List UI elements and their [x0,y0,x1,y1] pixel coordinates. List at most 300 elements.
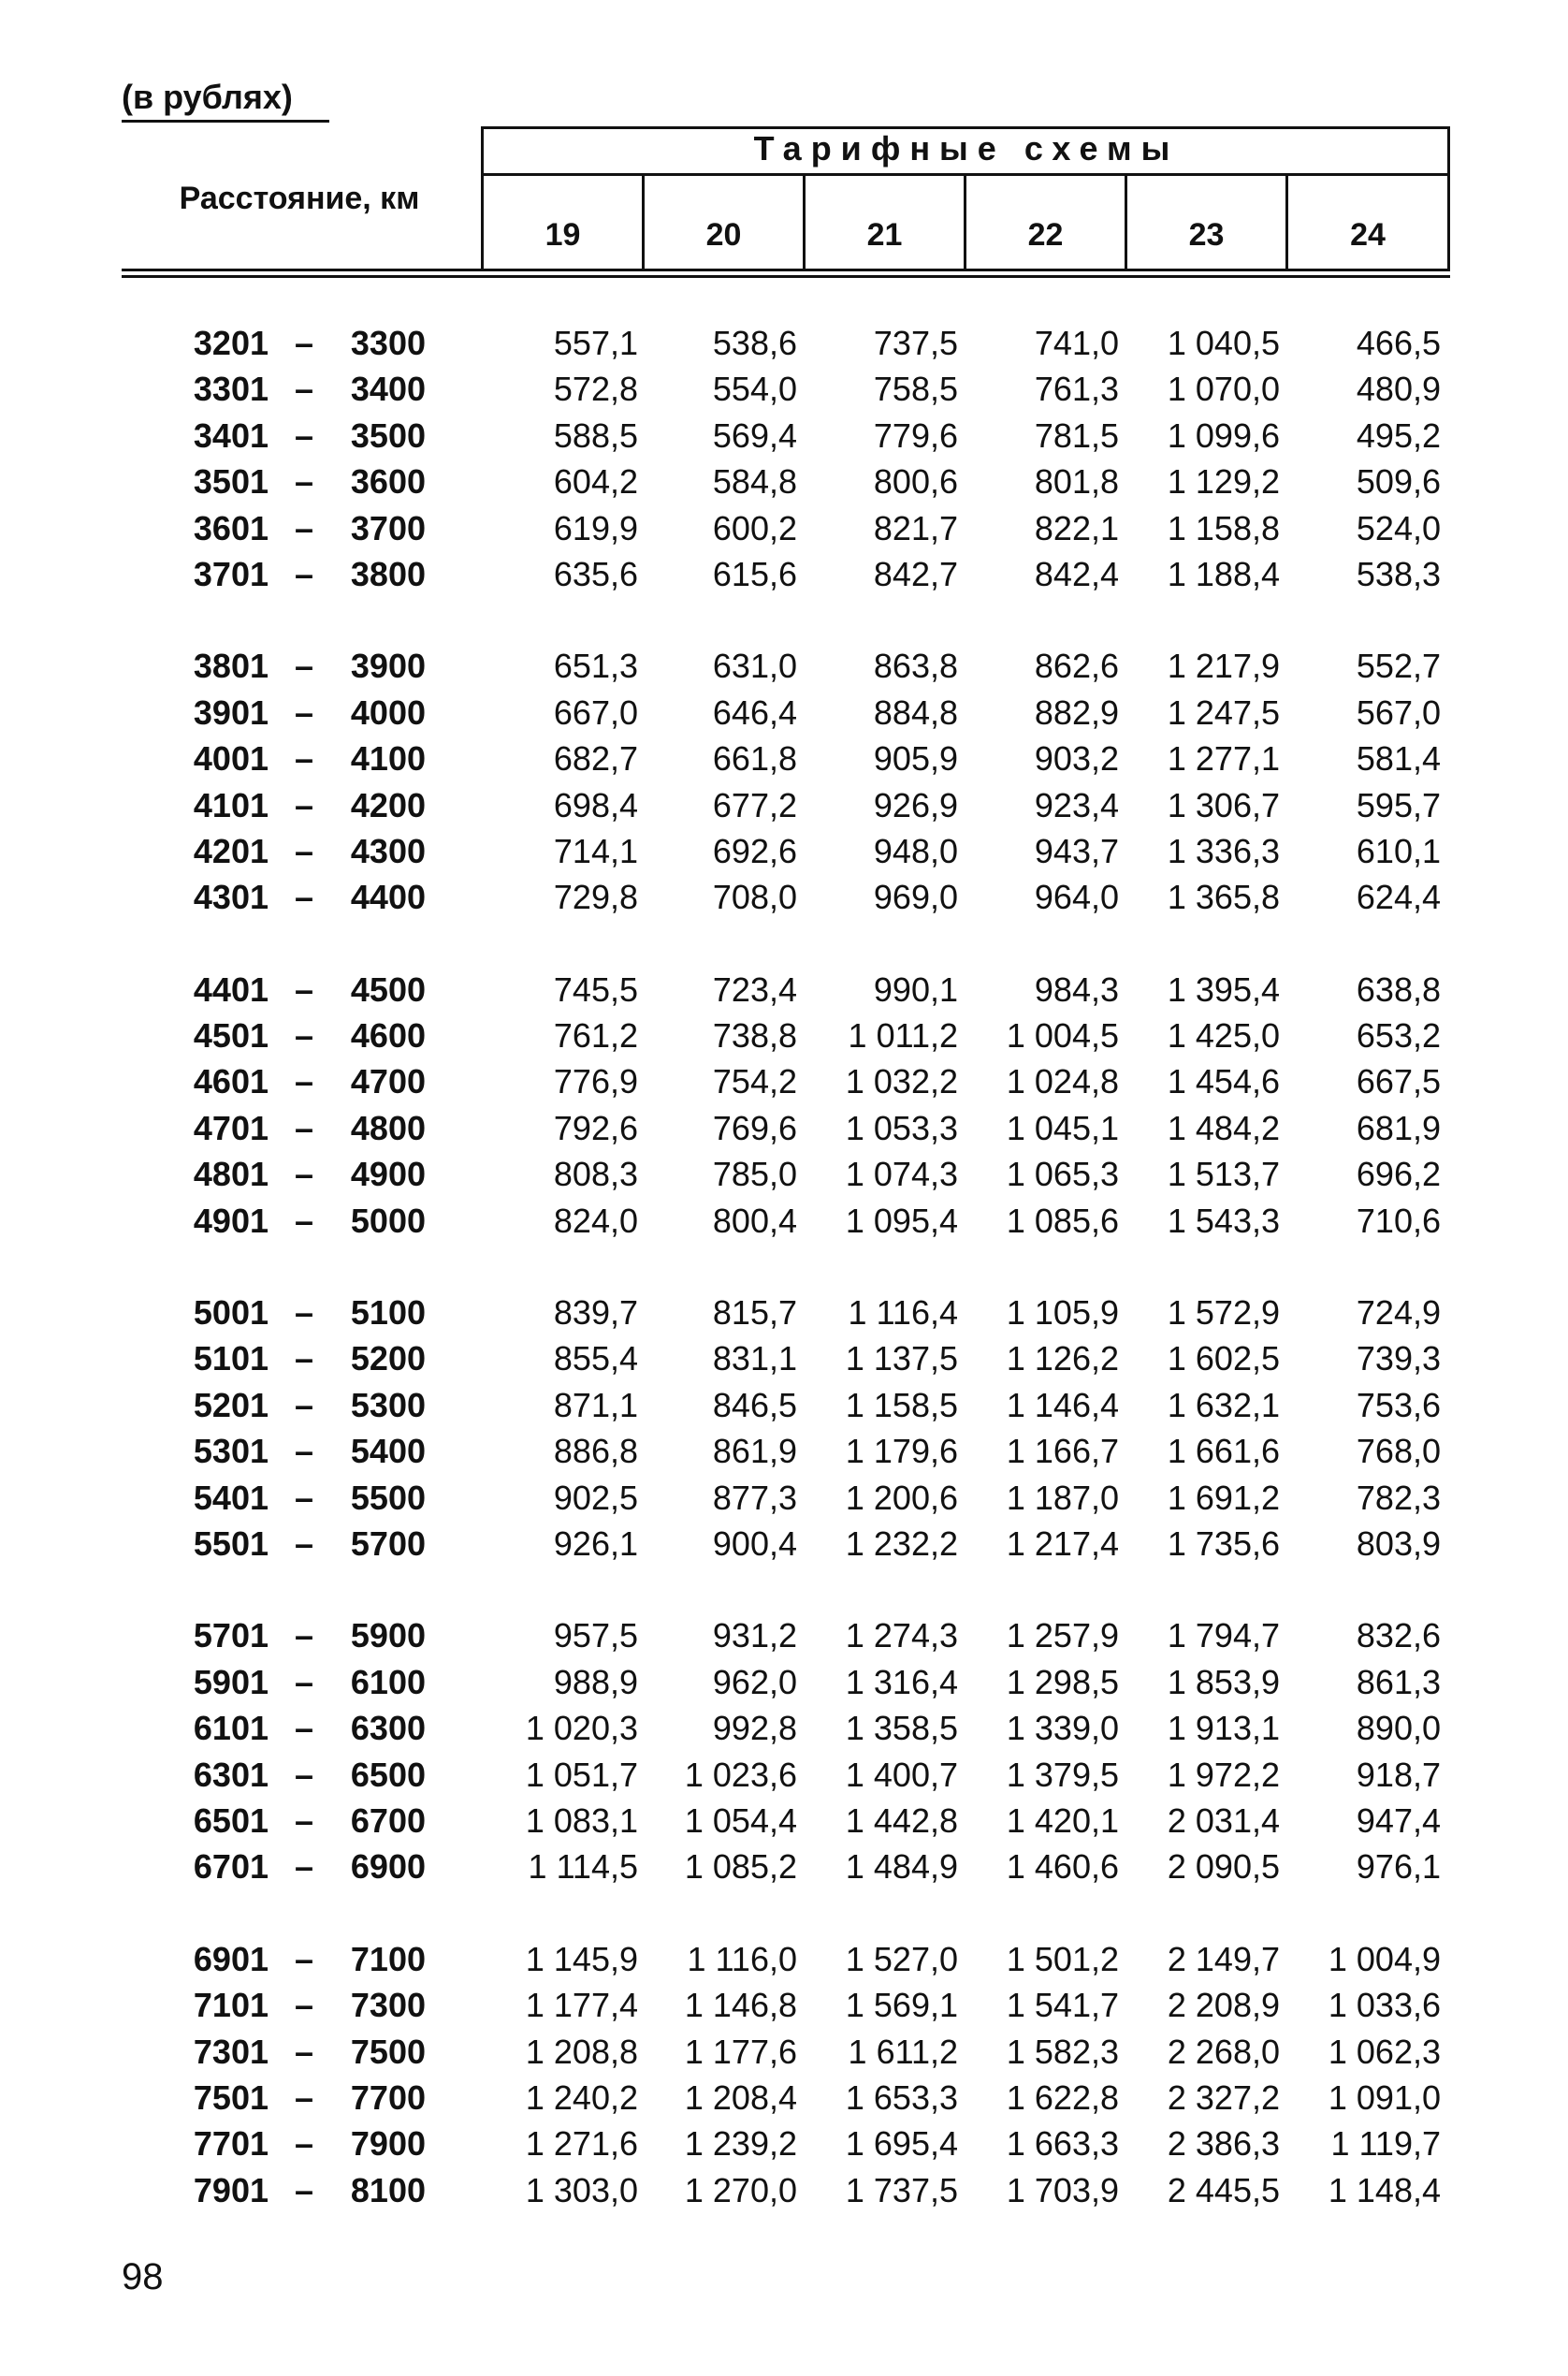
distance-to: 7300 [350,1986,426,2025]
tariff-value-22: 1 379,5 [1006,1755,1119,1794]
tariff-value-19: 855,4 [553,1339,638,1378]
distance-dash: – [294,1800,314,1840]
distance-from: 7101 [193,1986,269,2025]
header-col-23: 23 [1188,217,1225,253]
tariff-value-19: 1 020,3 [525,1709,638,1748]
tariff-value-24: 653,2 [1356,1016,1441,1056]
tariff-value-23: 1 217,9 [1167,647,1280,686]
tariff-value-21: 1 032,2 [845,1062,958,1101]
distance-from: 5301 [193,1432,269,1471]
tariff-value-20: 992,8 [712,1709,797,1748]
tariff-value-22: 801,8 [1034,462,1119,502]
tariff-value-19: 926,1 [553,1523,638,1563]
table-row [122,1290,1450,1335]
tariff-value-19: 572,8 [553,370,638,409]
header-col-21: 21 [866,217,903,253]
table-row [122,1058,1450,1104]
distance-dash: – [294,1662,314,1701]
distance-from: 5701 [193,1616,269,1655]
tariff-value-21: 1 274,3 [845,1616,958,1655]
tariff-value-20: 615,6 [712,554,797,593]
tariff-value-24: 509,6 [1356,462,1441,502]
tariff-value-22: 1 501,2 [1006,1939,1119,1978]
tariff-value-22: 903,2 [1034,739,1119,779]
tariff-value-20: 738,8 [712,1016,797,1056]
tariff-value-23: 1 188,4 [1167,554,1280,593]
tariff-value-24: 832,6 [1356,1616,1441,1655]
distance-to: 3400 [350,370,426,409]
table-row [122,2167,1450,2213]
tariff-value-20: 677,2 [712,785,797,824]
tariff-value-23: 2 090,5 [1167,1847,1280,1887]
tariff-value-20: 554,0 [712,370,797,409]
tariff-value-21: 1 653,3 [845,2077,958,2117]
distance-dash: – [294,969,314,1009]
tariff-value-22: 781,5 [1034,415,1119,455]
table-row [122,1612,1450,1658]
distance-dash: – [294,1986,314,2025]
distance-from: 3301 [193,370,269,409]
tariff-value-19: 1 051,7 [525,1755,638,1794]
table-row [122,1382,1450,1428]
distance-from: 3901 [193,692,269,732]
tariff-value-24: 1 091,0 [1328,2077,1441,2117]
tariff-value-24: 803,9 [1356,1523,1441,1563]
distance-to: 5700 [350,1523,426,1563]
tariff-value-22: 943,7 [1034,831,1119,870]
table-row [122,1659,1450,1705]
distance-to: 4000 [350,692,426,732]
distance-dash: – [294,1385,314,1424]
tariff-value-22: 1 004,5 [1006,1016,1119,1056]
tariff-value-19: 729,8 [553,878,638,917]
distance-to: 3300 [350,324,426,362]
distance-to: 3900 [350,647,426,686]
tariff-value-21: 1 737,5 [845,2170,958,2209]
distance-dash: – [294,2170,314,2209]
distance-dash: – [294,1616,314,1655]
tariff-value-23: 1 336,3 [1167,831,1280,870]
tariff-value-22: 923,4 [1034,785,1119,824]
distance-dash: – [294,1108,314,1147]
tariff-value-22: 1 105,9 [1006,1293,1119,1333]
table-row [122,690,1450,736]
tariff-value-21: 948,0 [873,831,958,870]
tariff-value-20: 584,8 [712,462,797,502]
distance-dash: – [294,2032,314,2071]
tariff-value-19: 651,3 [553,647,638,686]
distance-dash: – [294,462,314,502]
tariff-value-20: 1 023,6 [684,1755,797,1794]
distance-from: 5501 [193,1523,269,1563]
tariff-value-23: 1 794,7 [1167,1616,1280,1655]
distance-dash: – [294,1709,314,1748]
table-row [122,1198,1450,1244]
distance-to: 5900 [350,1616,426,1655]
tariff-value-23: 1 365,8 [1167,878,1280,917]
tariff-value-21: 1 011,2 [848,1016,958,1056]
tariff-value-22: 1 065,3 [1006,1155,1119,1194]
distance-from: 7501 [193,2077,269,2117]
distance-from: 4101 [193,785,269,824]
tariff-value-19: 839,7 [553,1293,638,1333]
tariff-value-20: 1 054,4 [684,1800,797,1840]
tariff-value-23: 1 158,8 [1167,508,1280,547]
tariff-value-24: 947,4 [1356,1800,1441,1840]
table-row [122,2029,1450,2075]
tariff-value-22: 1 420,1 [1006,1800,1119,1840]
table-row [122,1521,1450,1567]
table-row [122,874,1450,920]
tariff-value-24: 524,0 [1356,508,1441,547]
tariff-value-23: 1 070,0 [1167,370,1280,409]
table-row [122,967,1450,1013]
tariff-value-24: 918,7 [1356,1755,1441,1794]
tariff-value-23: 1 306,7 [1167,785,1280,824]
header-col-19: 19 [544,217,581,253]
distance-from: 4901 [193,1201,269,1240]
tariff-value-22: 882,9 [1034,692,1119,732]
tariff-value-23: 2 268,0 [1167,2032,1280,2071]
tariff-value-23: 1 602,5 [1167,1339,1280,1378]
tariff-value-22: 1 339,0 [1006,1709,1119,1748]
tariff-value-19: 792,6 [553,1108,638,1147]
distance-to: 8100 [350,2170,426,2209]
distance-from: 7301 [193,2032,269,2071]
tariff-value-22: 1 146,4 [1006,1385,1119,1424]
tariff-value-19: 988,9 [553,1662,638,1701]
distance-to: 7700 [350,2077,426,2117]
tariff-value-19: 698,4 [553,785,638,824]
distance-to: 4400 [350,878,426,917]
tariff-value-21: 842,7 [873,554,958,593]
tariff-value-24: 538,3 [1356,554,1441,593]
tariff-value-20: 800,4 [712,1201,797,1240]
tariff-value-24: 976,1 [1356,1847,1441,1887]
tariff-value-24: 495,2 [1356,415,1441,455]
distance-dash: – [294,692,314,732]
distance-from: 4701 [193,1108,269,1147]
distance-to: 5100 [350,1293,426,1333]
tariff-value-24: 610,1 [1356,831,1441,870]
table-row [122,1105,1450,1151]
tariff-value-19: 604,2 [553,462,638,502]
tariff-value-24: 861,3 [1356,1662,1441,1701]
tariff-value-23: 1 661,6 [1167,1432,1280,1471]
table-row [122,459,1450,504]
tariff-value-22: 1 663,3 [1006,2124,1119,2164]
tariff-value-22: 862,6 [1034,647,1119,686]
tariff-value-19: 871,1 [553,1385,638,1424]
tariff-value-22: 964,0 [1034,878,1119,917]
tariff-value-20: 815,7 [712,1293,797,1333]
table-row [122,320,1450,366]
distance-dash: – [294,1016,314,1056]
tariff-value-24: 624,4 [1356,878,1441,917]
tariff-value-20: 723,4 [712,969,797,1009]
distance-from: 3801 [193,647,269,686]
tariff-value-22: 1 257,9 [1006,1616,1119,1655]
table-row [122,1798,1450,1844]
distance-from: 6901 [193,1939,269,1978]
distance-from: 6101 [193,1709,269,1748]
tariff-value-23: 2 327,2 [1167,2077,1280,2117]
tariff-value-22: 1 622,8 [1006,2077,1119,2117]
tariff-value-21: 737,5 [873,324,958,362]
distance-from: 6301 [193,1755,269,1794]
distance-from: 4301 [193,878,269,917]
tariff-value-20: 600,2 [712,508,797,547]
distance-to: 4700 [350,1062,426,1101]
distance-from: 6701 [193,1847,269,1887]
tariff-value-20: 569,4 [712,415,797,455]
tariff-value-21: 1 316,4 [845,1662,958,1701]
table-row [122,1752,1450,1798]
tariff-value-21: 863,8 [873,647,958,686]
distance-to: 4800 [350,1108,426,1147]
distance-dash: – [294,1847,314,1887]
tariff-value-22: 1 217,4 [1006,1523,1119,1563]
tariff-value-20: 1 270,0 [684,2170,797,2209]
distance-to: 6100 [350,1662,426,1701]
distance-from: 5901 [193,1662,269,1701]
distance-from: 6501 [193,1800,269,1840]
tariff-value-23: 2 031,4 [1167,1800,1280,1840]
distance-from: 3401 [193,415,269,455]
tariff-value-23: 2 445,5 [1167,2170,1280,2209]
tariff-value-24: 753,6 [1356,1385,1441,1424]
tariff-value-24: 1 004,9 [1328,1939,1441,1978]
tariff-value-19: 902,5 [553,1478,638,1517]
tariff-value-24: 1 148,4 [1328,2170,1441,2209]
tariff-value-23: 1 099,6 [1167,415,1280,455]
distance-from: 4601 [193,1062,269,1101]
tariff-value-21: 800,6 [873,462,958,502]
distance-dash: – [294,1155,314,1194]
tariff-value-19: 1 145,9 [525,1939,638,1978]
tariff-value-20: 1 085,2 [684,1847,797,1887]
tariff-value-22: 1 126,2 [1006,1339,1119,1378]
distance-dash: – [294,1339,314,1378]
tariff-value-24: 480,9 [1356,370,1441,409]
tariff-value-23: 2 386,3 [1167,2124,1280,2164]
tariff-value-23: 1 543,3 [1167,1201,1280,1240]
distance-to: 5000 [350,1201,426,1240]
tariff-value-21: 990,1 [873,969,958,1009]
table-row [122,1335,1450,1381]
tariff-value-23: 1 040,5 [1167,324,1280,362]
distance-to: 3800 [350,554,426,593]
tariff-value-24: 581,4 [1356,739,1441,779]
tariff-value-23: 2 149,7 [1167,1939,1280,1978]
table-row [122,1982,1450,2028]
tariff-value-22: 1 045,1 [1006,1108,1119,1147]
table-row [122,505,1450,551]
distance-from: 7701 [193,2124,269,2164]
distance-to: 4900 [350,1155,426,1194]
table-row [122,643,1450,689]
table-row [122,2075,1450,2121]
distance-to: 3500 [350,415,426,455]
tariff-value-22: 984,3 [1034,969,1119,1009]
distance-from: 4201 [193,831,269,870]
tariff-value-20: 900,4 [712,1523,797,1563]
tariff-value-24: 890,0 [1356,1709,1441,1748]
distance-dash: – [294,415,314,455]
tariff-value-21: 1 442,8 [845,1800,958,1840]
distance-to: 7500 [350,2032,426,2071]
tariff-value-23: 1 632,1 [1167,1385,1280,1424]
distance-to: 5500 [350,1478,426,1517]
tariff-value-24: 1 062,3 [1328,2032,1441,2071]
tariff-value-23: 1 277,1 [1167,739,1280,779]
distance-dash: – [294,878,314,917]
tariff-value-21: 1 569,1 [845,1986,958,2025]
unit-note: (в рублях) [122,78,293,116]
table-row [122,366,1450,412]
tariff-value-24: 567,0 [1356,692,1441,732]
tariff-value-19: 1 114,5 [528,1847,638,1887]
tariff-value-19: 1 177,4 [525,1986,638,2025]
tariff-value-23: 1 454,6 [1167,1062,1280,1101]
tariff-value-21: 1 200,6 [845,1478,958,1517]
distance-to: 5300 [350,1385,426,1424]
tariff-value-22: 842,4 [1034,554,1119,593]
distance-dash: – [294,1755,314,1794]
tariff-value-20: 538,6 [712,324,797,362]
tariff-value-21: 1 179,6 [845,1432,958,1471]
distance-to: 4300 [350,831,426,870]
table-row [122,1013,1450,1058]
distance-dash: – [294,2077,314,2117]
distance-dash: – [294,370,314,409]
tariff-value-19: 824,0 [553,1201,638,1240]
tariff-value-21: 1 137,5 [845,1339,958,1378]
distance-from: 3601 [193,508,269,547]
tariff-value-23: 1 513,7 [1167,1155,1280,1194]
distance-to: 5400 [350,1432,426,1471]
table-header [122,124,1450,274]
tariff-value-23: 1 247,5 [1167,692,1280,732]
tariff-value-20: 877,3 [712,1478,797,1517]
table-row [122,1475,1450,1521]
tariff-value-23: 1 691,2 [1167,1478,1280,1517]
tariff-value-22: 1 187,0 [1006,1478,1119,1517]
tariff-value-19: 1 083,1 [525,1800,638,1840]
tariff-value-22: 1 024,8 [1006,1062,1119,1101]
tariff-value-20: 861,9 [712,1432,797,1471]
distance-dash: – [294,1523,314,1563]
tariff-value-20: 846,5 [712,1385,797,1424]
tariff-value-24: 595,7 [1356,785,1441,824]
tariff-value-24: 638,8 [1356,969,1441,1009]
tariff-value-19: 667,0 [553,692,638,732]
tariff-value-19: 808,3 [553,1155,638,1194]
tariff-value-19: 745,5 [553,969,638,1009]
distance-from: 5401 [193,1478,269,1517]
tariff-value-19: 761,2 [553,1016,638,1056]
tariff-value-24: 552,7 [1356,647,1441,686]
distance-to: 4500 [350,969,426,1009]
tariff-value-24: 466,5 [1356,324,1441,362]
tariff-value-22: 1 703,9 [1006,2170,1119,2209]
distance-from: 4801 [193,1155,269,1194]
tariff-value-24: 1 119,7 [1330,2124,1441,2164]
tariff-value-23: 1 484,2 [1167,1108,1280,1147]
tariff-value-22: 1 166,7 [1006,1432,1119,1471]
tariff-value-21: 905,9 [873,739,958,779]
header-distance-label: Расстояние, км [179,181,420,216]
distance-dash: – [294,831,314,870]
tariff-value-19: 619,9 [553,508,638,547]
header-bottom-border [122,269,1450,271]
tariff-value-21: 1 611,2 [848,2032,958,2071]
distance-to: 4100 [350,739,426,779]
tariff-value-23: 1 913,1 [1167,1709,1280,1748]
tariff-value-23: 1 129,2 [1167,462,1280,502]
distance-from: 3201 [193,324,269,362]
header-schemes-label: Тарифные схемы [753,129,1180,168]
tariff-value-21: 1 400,7 [845,1755,958,1794]
header-col-24: 24 [1350,217,1386,253]
tariff-value-20: 1 208,4 [684,2077,797,2117]
tariff-value-20: 692,6 [712,831,797,870]
tariff-value-21: 779,6 [873,415,958,455]
tariff-value-20: 785,0 [712,1155,797,1194]
table-body [122,320,1450,2213]
distance-from: 5101 [193,1339,269,1378]
tariff-value-19: 886,8 [553,1432,638,1471]
tariff-value-23: 1 572,9 [1167,1293,1280,1333]
tariff-value-24: 1 033,6 [1328,1986,1441,2025]
tariff-value-23: 1 853,9 [1167,1662,1280,1701]
tariff-value-21: 1 232,2 [845,1523,958,1563]
distance-dash: – [294,324,314,362]
tariff-value-20: 661,8 [712,739,797,779]
tariff-value-21: 884,8 [873,692,958,732]
tariff-value-21: 1 158,5 [845,1385,958,1424]
tariff-value-24: 681,9 [1356,1108,1441,1147]
distance-to: 6300 [350,1709,426,1748]
header-bottom-border-second [122,275,1450,278]
distance-from: 4501 [193,1016,269,1056]
tariff-value-24: 667,5 [1356,1062,1441,1101]
table-row [122,1428,1450,1474]
distance-dash: – [294,739,314,779]
distance-from: 3701 [193,554,269,593]
tariff-value-20: 1 177,6 [684,2032,797,2071]
table-row [122,1936,1450,1982]
tariff-value-21: 1 484,9 [845,1847,958,1887]
table-row [122,828,1450,874]
table-row [122,736,1450,781]
tariff-value-21: 1 116,4 [848,1293,958,1333]
tariff-value-23: 2 208,9 [1167,1986,1280,2025]
tariff-value-19: 682,7 [553,739,638,779]
distance-to: 5200 [350,1339,426,1378]
header-col-22: 22 [1027,217,1064,253]
tariff-value-24: 782,3 [1356,1478,1441,1517]
tariff-value-19: 1 208,8 [525,2032,638,2071]
distance-to: 4600 [350,1016,426,1056]
distance-to: 6900 [350,1847,426,1887]
tariff-value-20: 831,1 [712,1339,797,1378]
table-row [122,413,1450,459]
tariff-value-21: 821,7 [873,508,958,547]
tariff-value-21: 1 053,3 [845,1108,958,1147]
tariff-value-20: 631,0 [712,647,797,686]
tariff-value-19: 1 271,6 [525,2124,638,2164]
